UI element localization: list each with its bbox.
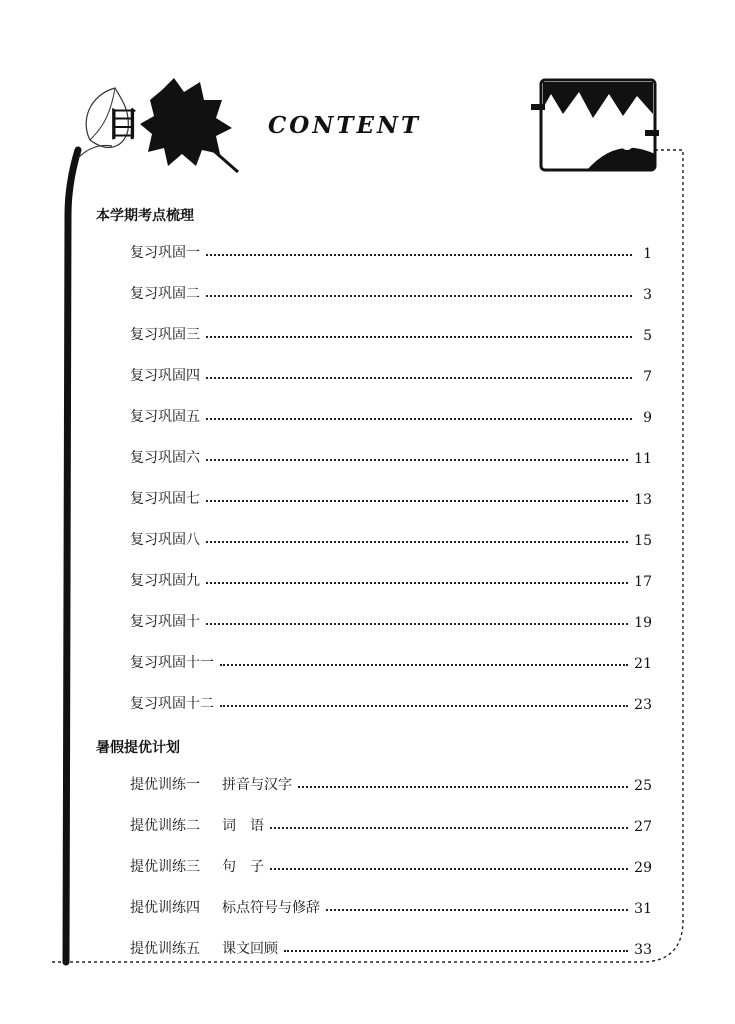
entry-label: 复习巩固十一: [130, 655, 214, 671]
entry-label: 复习巩固十: [130, 614, 200, 630]
toc-row[interactable]: [130, 936, 652, 958]
section-title: 暑假提优计划: [96, 740, 180, 756]
toc-row[interactable]: [130, 486, 652, 508]
decorative-corner-icon: [527, 74, 662, 174]
entry-subtitle: 课文回顾: [222, 941, 278, 957]
entry-label: 提优训练五: [130, 941, 200, 957]
page-number: 3: [643, 287, 652, 303]
dot-leader: [270, 827, 628, 829]
toc-row[interactable]: [130, 813, 652, 835]
entry-label: 复习巩固一: [130, 245, 200, 261]
section-title: 本学期考点梳理: [96, 208, 194, 224]
dot-leader: [220, 664, 628, 666]
page-number: 31: [634, 901, 652, 917]
toc-row[interactable]: [130, 363, 652, 385]
toc-row[interactable]: [130, 322, 652, 344]
page-number: 27: [634, 819, 652, 835]
page-number: 29: [634, 860, 652, 876]
dot-leader: [206, 500, 628, 502]
leaf-logo-icon: [70, 70, 245, 190]
dot-leader: [206, 336, 632, 338]
page-number: 9: [643, 410, 652, 426]
toc-row[interactable]: [130, 240, 652, 262]
entry-label: 复习巩固三: [130, 327, 200, 343]
entry-label: 提优训练四: [130, 900, 200, 916]
dot-leader: [206, 623, 628, 625]
page-number: 17: [634, 574, 652, 590]
dot-leader: [206, 377, 632, 379]
toc-row[interactable]: [130, 281, 652, 303]
toc-row[interactable]: [130, 772, 652, 794]
page-number: 7: [643, 369, 652, 385]
toc-row[interactable]: [130, 609, 652, 631]
entry-subtitle: 词 语: [222, 818, 264, 834]
page-number: 13: [634, 492, 652, 508]
dot-leader: [270, 868, 628, 870]
toc-row[interactable]: [130, 650, 652, 672]
entry-label: 复习巩固二: [130, 286, 200, 302]
dot-leader: [326, 909, 628, 911]
page-number: 15: [634, 533, 652, 549]
toc-row[interactable]: [130, 445, 652, 467]
page-number: 5: [643, 328, 652, 344]
page-number: 11: [634, 451, 652, 467]
dot-leader: [206, 295, 632, 297]
entry-subtitle: 句 子: [222, 859, 264, 875]
entry-label: 复习巩固八: [130, 532, 200, 548]
dot-leader: [220, 705, 628, 707]
toc-row[interactable]: [130, 854, 652, 876]
entry-subtitle: 拼音与汉字: [222, 777, 292, 793]
dot-leader: [206, 459, 628, 461]
toc-row[interactable]: [130, 527, 652, 549]
logo-character: 目: [106, 105, 140, 145]
dot-leader: [206, 541, 628, 543]
entry-label: 复习巩固七: [130, 491, 200, 507]
dot-leader: [298, 786, 628, 788]
dot-leader: [206, 418, 632, 420]
entry-label: 提优训练二: [130, 818, 200, 834]
toc-row[interactable]: [130, 568, 652, 590]
page-number: 33: [634, 942, 652, 958]
entry-label: 复习巩固十二: [130, 696, 214, 712]
entry-label: 复习巩固九: [130, 573, 200, 589]
page-number: 21: [634, 656, 652, 672]
toc-row[interactable]: [130, 895, 652, 917]
dot-leader: [206, 254, 632, 256]
toc-row[interactable]: [130, 404, 652, 426]
entry-label: 提优训练三: [130, 859, 200, 875]
dot-leader: [206, 582, 628, 584]
entry-label: 提优训练一: [130, 777, 200, 793]
page-heading: CONTENT: [268, 112, 422, 139]
entry-label: 复习巩固五: [130, 409, 200, 425]
entry-label: 复习巩固六: [130, 450, 200, 466]
entry-label: 复习巩固四: [130, 368, 200, 384]
page-number: 19: [634, 615, 652, 631]
page-number: 23: [634, 697, 652, 713]
page-number: 1: [643, 246, 652, 262]
dot-leader: [284, 950, 628, 952]
entry-subtitle: 标点符号与修辞: [222, 900, 320, 916]
toc-row[interactable]: [130, 691, 652, 713]
page-number: 25: [634, 778, 652, 794]
